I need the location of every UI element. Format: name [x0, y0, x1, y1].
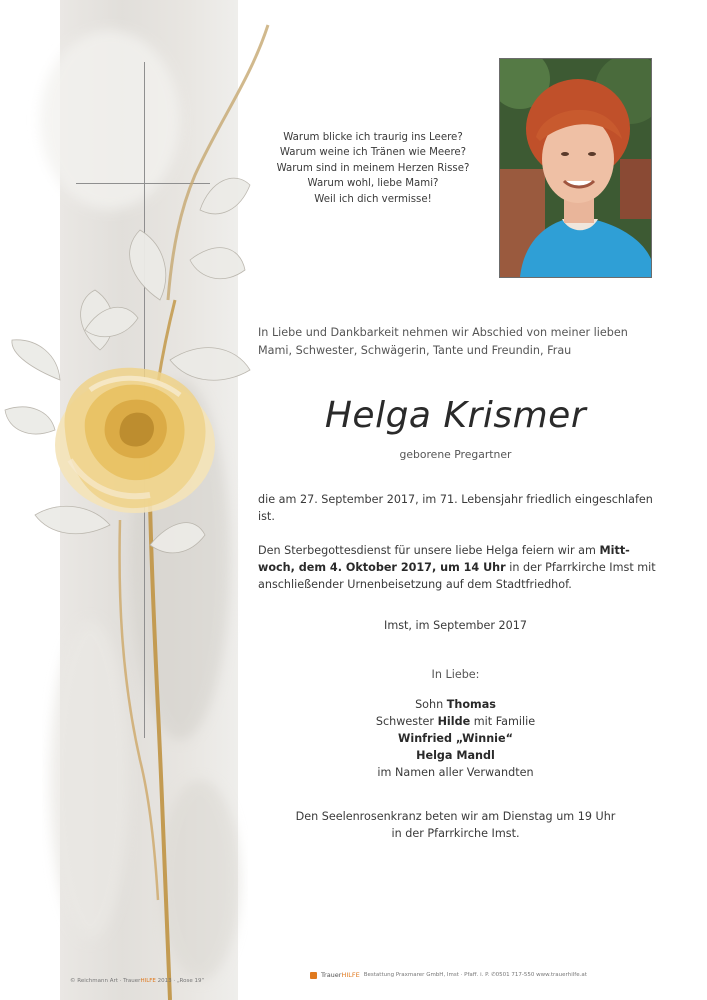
rose-illustration	[0, 0, 290, 1000]
family-friend-1	[258, 730, 653, 747]
undertaker-contact: Bestattung Praxmarer GmbH, Imst · Pfaff. i. P. ✆0501 717-550 www.trauerhilfe.at	[363, 972, 587, 978]
deceased-name: Helga Krismer	[324, 395, 587, 436]
credit-text: 2013 · „Rose 19“	[155, 978, 205, 984]
funeral-text: Den Sterbegottesdienst für unsere liebe Helga feiern wir am	[258, 544, 600, 557]
relative-name: Hilde	[437, 715, 471, 728]
family-friend-2	[258, 747, 653, 764]
family-sister	[258, 713, 653, 730]
undertaker-footer	[310, 971, 640, 979]
poem-line: Weil ich dich vermisse!	[314, 193, 432, 205]
death-line: die am 27. September 2017, im 71. Lebensjahr friedlich eingeschlafen	[258, 493, 653, 506]
rosary-line: in der Pfarrkirche Imst.	[391, 827, 520, 840]
relative-name: Thomas	[446, 698, 496, 711]
place-date	[258, 617, 653, 634]
family-son	[258, 696, 653, 713]
poem-line: Warum blicke ich traurig ins Leere?	[283, 132, 463, 143]
relation-suffix: mit Familie	[470, 715, 536, 728]
poem-line: Warum weine ich Tränen wie Meere?	[279, 147, 467, 159]
place-date-text: Imst, im September 2017	[384, 619, 527, 632]
intro-line: In Liebe und Dankbarkeit nehmen wir Abschied von meiner lieben	[258, 326, 628, 339]
artwork-credit	[70, 978, 204, 984]
poem	[258, 130, 488, 207]
trauerhilfe-logo	[321, 971, 360, 979]
funeral-line-2	[258, 559, 658, 576]
in-love	[258, 666, 653, 683]
family-list	[258, 696, 653, 781]
relation-label: Schwester	[375, 715, 438, 728]
death-notice	[258, 491, 658, 525]
family-relatives: im Namen aller Verwandten	[377, 766, 534, 779]
portrait-photo	[499, 58, 652, 278]
rosary-line: Den Seelenrosenkranz beten wir am Dienstag um 19 Uhr	[295, 810, 616, 823]
logo-text: HILFE	[341, 971, 360, 979]
funeral-notice	[258, 542, 658, 593]
in-love-text: In Liebe:	[431, 668, 480, 681]
poem-line: Warum sind in meinem Herzen Risse?	[276, 162, 470, 174]
credit-text: © Reichmann Art · Trauer	[70, 978, 141, 984]
poem-line: Warum wohl, liebe Mami?	[307, 178, 439, 190]
funeral-date-bold: woch, dem 4. Oktober 2017, um 14 Uhr	[258, 561, 506, 574]
intro-line: Mami, Schwester, Schwägerin, Tante und Freundin, Frau	[258, 343, 572, 357]
relation-label: Sohn	[415, 698, 447, 711]
intro-text	[258, 324, 658, 359]
trauerhilfe-logo-icon	[310, 972, 317, 979]
funeral-line-3: anschließender Urnenbeisetzung auf dem Stadtfriedhof.	[258, 578, 572, 591]
relative-name: Helga Mandl	[416, 749, 495, 762]
relative-name: Winfried „Winnie“	[398, 732, 513, 745]
logo-text: Trauer	[321, 971, 342, 979]
portrait-image	[500, 59, 651, 277]
birth-name: geborene Pregartner	[399, 448, 512, 461]
credit-brand: HILFE	[140, 978, 156, 984]
funeral-date-bold: Mitt-	[599, 544, 630, 557]
funeral-line-1	[258, 542, 658, 559]
funeral-text: in der Pfarrkirche Imst mit	[505, 561, 656, 574]
death-line: ist.	[258, 510, 275, 523]
rosary-notice	[258, 808, 653, 842]
